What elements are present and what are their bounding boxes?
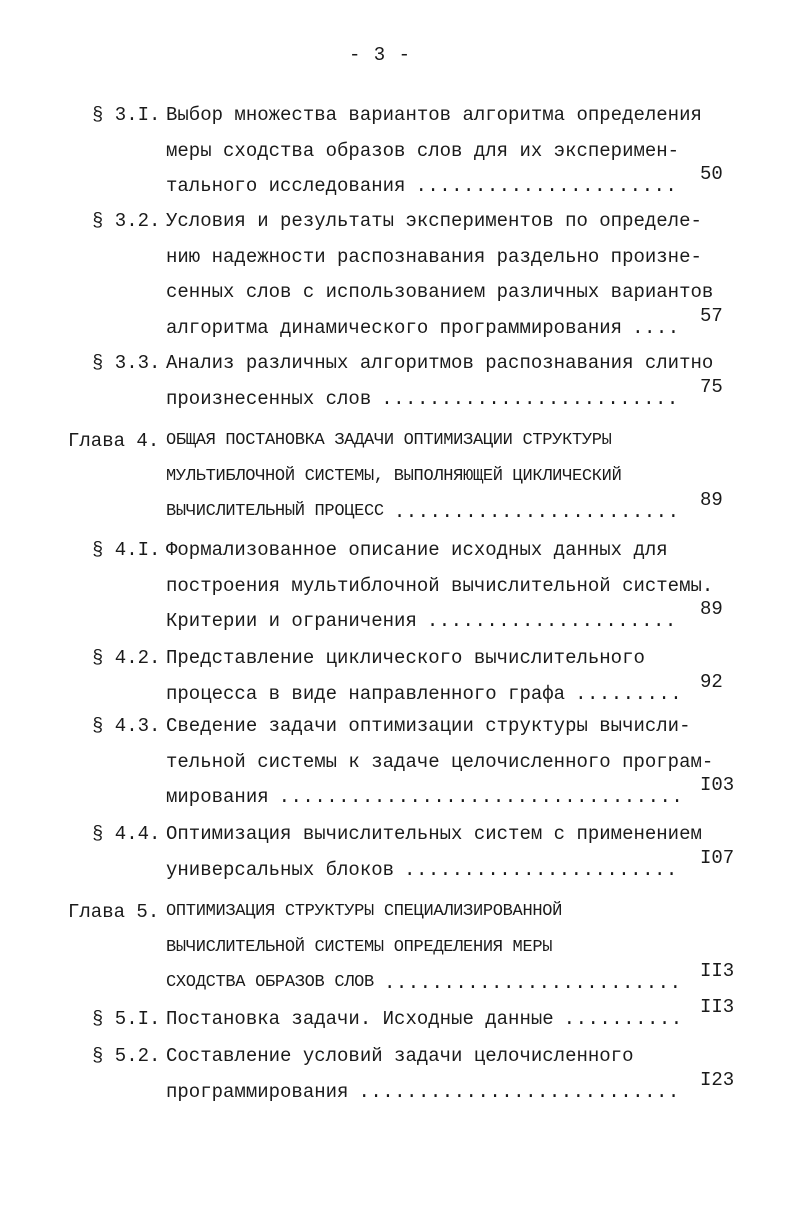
toc-entry-text: тельной системы к задаче целочисленного програм- xyxy=(166,750,714,773)
toc-entry-line xyxy=(166,386,371,412)
page-ref: II3 xyxy=(700,960,735,982)
toc-entry-text: произнесенных слов xyxy=(166,387,372,410)
chapter-label: Глава 5. xyxy=(68,901,160,923)
toc-entry-line xyxy=(166,499,384,525)
toc-entry-text: СХОДСТВА ОБРАЗОВ СЛОВ xyxy=(166,973,374,992)
toc-entry-line xyxy=(166,102,702,128)
toc-entry-text: меры сходства образов слов для их эксперимен- xyxy=(166,139,680,162)
section-label: § 4.3. xyxy=(92,715,161,737)
toc-entry-text: ВЫЧИСЛИТЕЛЬНОЙ СИСТЕМЫ ОПРЕДЕЛЕНИЯ МЕРЫ xyxy=(166,937,553,957)
toc-entry-line xyxy=(166,713,691,739)
leader-dots: ......... xyxy=(575,682,683,705)
toc-entry-line xyxy=(166,1043,633,1069)
leader-dots: .......... xyxy=(563,1008,683,1030)
toc-entry-line xyxy=(166,315,622,341)
toc-entry-line xyxy=(166,681,565,707)
toc-entry-text: Выбор множества вариантов алгоритма определения xyxy=(166,104,702,126)
page-ref: 50 xyxy=(700,163,723,185)
toc-entry-text: Формализованное описание исходных данных для xyxy=(166,539,668,561)
page-ref: 92 xyxy=(700,670,723,693)
toc-entry-line xyxy=(166,350,713,376)
toc-entry-text: построения мультиблочной вычислительной системы. xyxy=(166,574,714,597)
section-label: § 5.I. xyxy=(92,1008,161,1030)
toc-entry-text: мирования xyxy=(166,786,269,808)
page-ref: I23 xyxy=(700,1068,735,1091)
toc-entry-line xyxy=(166,173,405,199)
toc-entry-text: ОПТИМИЗАЦИЯ СТРУКТУРЫ СПЕЦИАЛИЗИРОВАННОЙ xyxy=(166,902,563,921)
leader-dots: ....................... xyxy=(404,858,678,881)
toc-entry-line xyxy=(166,1079,348,1105)
page-ref: II3 xyxy=(700,996,735,1018)
toc-entry-text: ОБЩАЯ ПОСТАНОВКА ЗАДАЧИ ОПТИМИЗАЦИИ СТРУКТУРЫ xyxy=(166,431,612,450)
toc-entry-text: Составление условий задачи целочисленного xyxy=(166,1045,634,1067)
toc-entry-line xyxy=(166,857,394,883)
toc-entry-line xyxy=(166,970,374,996)
toc-entry-text: МУЛЬТИБЛОЧНОЙ СИСТЕМЫ, ВЫПОЛНЯЮЩЕЙ ЦИКЛИЧЕСКИЙ xyxy=(166,466,622,486)
page-ref: 89 xyxy=(700,598,723,620)
page-ref: 75 xyxy=(700,375,723,398)
leader-dots: ...................... xyxy=(415,175,678,197)
toc-entry-line xyxy=(166,1006,554,1032)
toc-entry-text: программирования xyxy=(166,1080,349,1103)
toc-entry-line xyxy=(166,244,702,270)
page-ref: 89 xyxy=(700,489,723,511)
toc-entry-text: Представление циклического вычислительного xyxy=(166,647,645,669)
section-label: § 3.3. xyxy=(92,352,161,374)
chapter-label: Глава 4. xyxy=(68,430,160,452)
toc-entry-text: процесса в виде направленного графа xyxy=(166,682,566,705)
toc-entry-line xyxy=(166,899,562,925)
toc-entry-text: Условия и результаты экспериментов по определе- xyxy=(166,210,702,232)
leader-dots: ........................ xyxy=(393,501,680,523)
toc-entry-text: Анализ различных алгоритмов распознавания слитно xyxy=(166,352,714,374)
toc-entry-line xyxy=(166,749,713,775)
leader-dots: ..................... xyxy=(426,610,677,632)
toc-entry-text: нию надежности распознавания раздельно произне- xyxy=(166,245,702,268)
page-ref: I03 xyxy=(700,774,735,796)
toc-entry-line xyxy=(166,208,702,234)
leader-dots: .................................. xyxy=(278,786,684,808)
toc-entry-text: универсальных блоков xyxy=(166,858,395,881)
toc-entry-text: тального исследования xyxy=(166,175,406,197)
toc-entry-text: Оптимизация вычислительных систем с применением xyxy=(166,823,702,845)
page-number: - 3 - xyxy=(348,44,411,66)
section-label: § 4.4. xyxy=(92,823,161,845)
page-ref: 57 xyxy=(700,304,723,327)
toc-entry-line xyxy=(166,608,417,634)
toc-entry-text: Сведение задачи оптимизации структуры вычисли- xyxy=(166,715,691,737)
leader-dots: ......................... xyxy=(381,387,679,410)
toc-entry-text: ВЫЧИСЛИТЕЛЬНЫЙ ПРОЦЕСС xyxy=(166,502,384,521)
toc-entry-text: алгоритма динамического программирования xyxy=(166,316,623,339)
toc-entry-line xyxy=(166,537,668,563)
leader-dots: .... xyxy=(632,316,680,339)
page-ref: I07 xyxy=(700,846,735,869)
toc-entry-text: сенных слов с использованием различных вариантов xyxy=(166,281,714,303)
section-label: § 3.2. xyxy=(92,210,161,232)
leader-dots: ......................... xyxy=(383,972,682,994)
toc-entry-line xyxy=(166,935,552,961)
section-label: § 3.I. xyxy=(92,104,161,126)
leader-dots: ........................... xyxy=(358,1080,680,1103)
toc-entry-line xyxy=(166,573,713,599)
toc-entry-line xyxy=(166,464,621,490)
toc-entry-line xyxy=(166,279,713,305)
toc-entry-line xyxy=(166,428,612,454)
toc-entry-line xyxy=(166,821,702,847)
section-label: § 4.2. xyxy=(92,647,161,669)
toc-entry-line xyxy=(166,138,679,164)
toc-entry-line xyxy=(166,784,269,810)
section-label: § 5.2. xyxy=(92,1045,161,1067)
toc-entry-line xyxy=(166,645,645,671)
toc-entry-text: Постановка задачи. Исходные данные xyxy=(166,1008,554,1030)
toc-entry-text: Критерии и ограничения xyxy=(166,610,417,632)
section-label: § 4.I. xyxy=(92,539,161,561)
